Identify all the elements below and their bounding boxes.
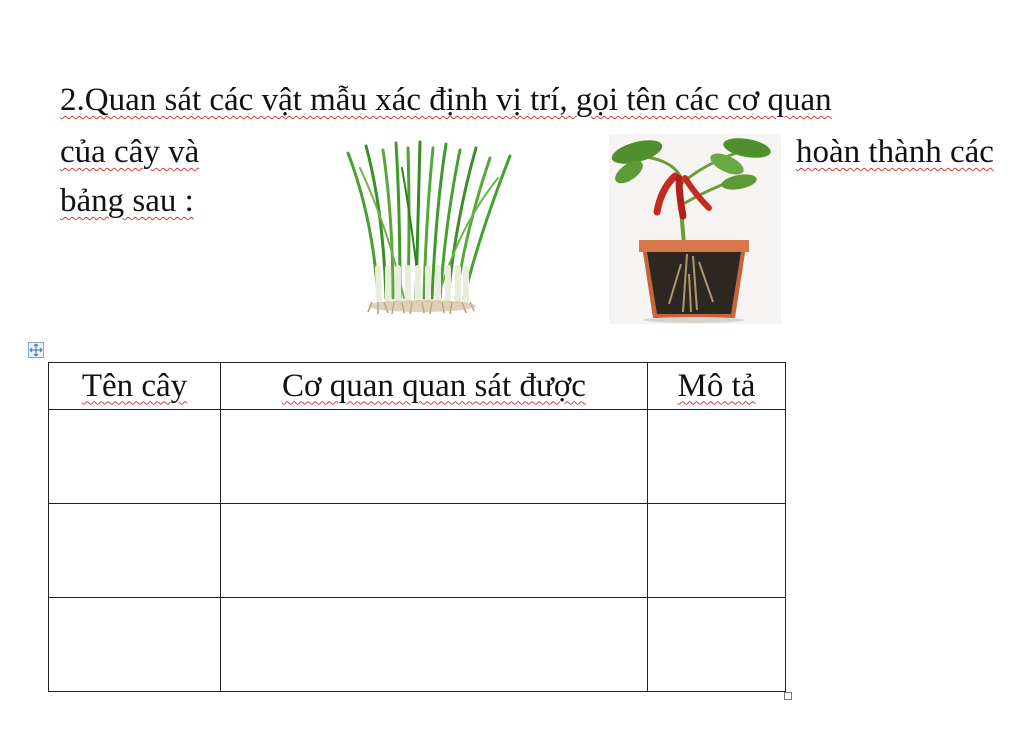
header-plant-name[interactable] xyxy=(49,363,221,410)
header-description-text: Mô tả xyxy=(677,367,756,404)
exercise-line-1 xyxy=(60,80,832,120)
exercise-line-2-right xyxy=(796,132,994,172)
chili-plant-image xyxy=(609,134,781,324)
observation-table xyxy=(48,362,786,692)
exercise-text-1: 2.Quan sát các vật mẫu xác định vị trí, gọi tên các cơ quan xyxy=(60,82,832,118)
table-row xyxy=(49,504,786,598)
table-resize-handle[interactable] xyxy=(784,692,792,700)
table-row xyxy=(49,410,786,504)
header-description[interactable] xyxy=(648,363,786,410)
exercise-text-2-left: của cây và xyxy=(60,134,200,170)
header-plant-name-text: Tên cây xyxy=(81,367,188,404)
green-onion-image xyxy=(338,138,520,318)
table-cell[interactable] xyxy=(648,598,786,692)
table-cell[interactable] xyxy=(221,410,648,504)
header-observed-organ-text: Cơ quan quan sát được xyxy=(282,367,586,404)
table-cell[interactable] xyxy=(221,598,648,692)
header-observed-organ[interactable] xyxy=(221,363,648,410)
move-arrows-icon xyxy=(29,343,43,357)
table-cell[interactable] xyxy=(648,410,786,504)
table-cell[interactable] xyxy=(49,504,221,598)
chili-plant-drawing xyxy=(609,134,781,324)
green-onion-drawing xyxy=(338,138,520,318)
exercise-line-2-left xyxy=(60,132,199,172)
table-cell[interactable] xyxy=(648,504,786,598)
table-cell[interactable] xyxy=(221,504,648,598)
table-move-handle[interactable] xyxy=(28,342,44,358)
exercise-text-2-right: hoàn thành các xyxy=(796,134,994,170)
exercise-text-3: bảng sau : xyxy=(60,183,194,219)
table-cell[interactable] xyxy=(49,410,221,504)
exercise-line-3 xyxy=(60,181,194,221)
table-cell[interactable] xyxy=(49,598,221,692)
table-row xyxy=(49,598,786,692)
table-header-row xyxy=(49,363,786,410)
